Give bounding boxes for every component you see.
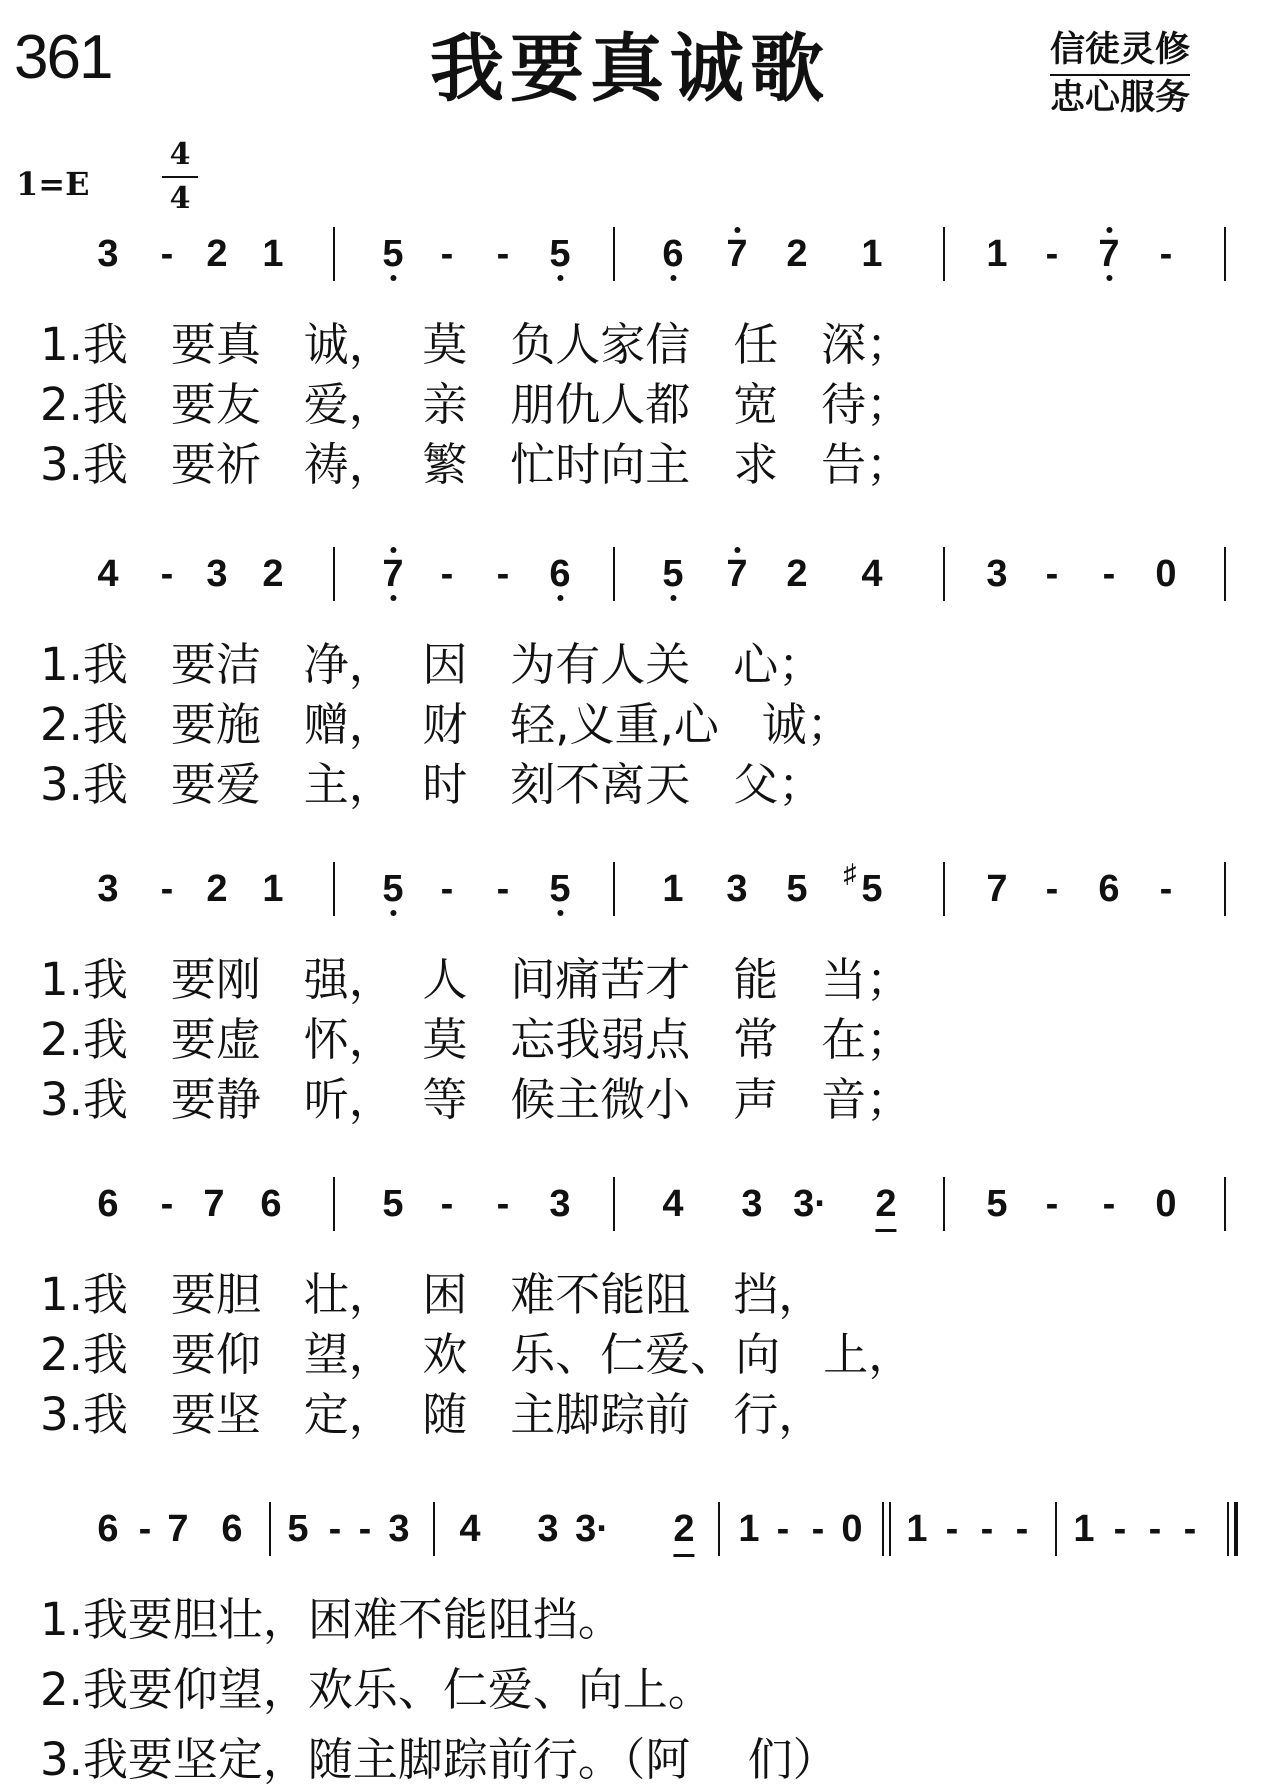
note-value: 7 <box>986 868 1008 910</box>
note <box>537 1508 558 1551</box>
eighth-underline <box>875 1229 896 1232</box>
note-value: - <box>496 553 510 595</box>
note <box>206 868 227 911</box>
bar-line <box>943 862 945 916</box>
lyric-line-verse-1: 1.我 要刚 强， 人 间痛苦才 能 当； <box>40 953 912 1006</box>
note-value: 3 <box>97 868 119 910</box>
note <box>549 553 570 596</box>
bar-line <box>882 1502 884 1556</box>
key-signature: 1=E <box>16 165 90 203</box>
note-dash <box>1046 868 1059 911</box>
lyric-line-verse-3: 3.我 要祈 祷， 繁 忙时向主 求 告； <box>40 438 912 491</box>
octave-dot-below <box>390 595 396 601</box>
note <box>549 868 570 911</box>
note-value: 3 <box>986 553 1008 595</box>
bar-line <box>943 547 945 601</box>
lyric-line-verse-3: 3.我 要静 听， 等 候主微小 声 音； <box>40 1073 912 1126</box>
note <box>221 1508 242 1551</box>
note-dash <box>441 233 454 276</box>
note-value: - <box>1045 1183 1059 1225</box>
bar-line <box>613 227 615 281</box>
note-value: 2 <box>875 1183 897 1225</box>
note <box>1098 868 1119 911</box>
note-value: 5 <box>382 868 404 910</box>
note <box>662 868 683 911</box>
note-dash <box>1103 553 1116 596</box>
note-dash <box>359 1508 372 1551</box>
note-value: 7 <box>382 553 404 595</box>
note-value: 7 <box>203 1183 225 1225</box>
bar-line <box>943 227 945 281</box>
note <box>97 868 118 911</box>
note-value: 3 <box>97 233 119 275</box>
note-dash <box>1184 1508 1197 1551</box>
note-dash <box>497 553 510 596</box>
note <box>575 1508 609 1551</box>
note-value: - <box>1102 1183 1116 1225</box>
note <box>986 868 1007 911</box>
note-dash <box>497 233 510 276</box>
note-value: - <box>440 553 454 595</box>
note-value: - <box>440 233 454 275</box>
note-value: - <box>440 868 454 910</box>
note <box>793 1183 827 1226</box>
credit-line-2: 忠心服务 <box>1050 78 1191 118</box>
note <box>549 1183 570 1226</box>
octave-dot-below <box>557 595 563 601</box>
note-dash <box>812 1508 825 1551</box>
time-signature-top: 4 <box>162 134 198 178</box>
note-value: 6 <box>97 1508 119 1550</box>
bar-line <box>433 1502 435 1556</box>
octave-dot-below <box>557 275 563 281</box>
note-value: - <box>1045 553 1059 595</box>
bar-line <box>333 547 335 601</box>
note <box>786 868 807 911</box>
note-value: 6 <box>662 233 684 275</box>
note <box>726 868 747 911</box>
note-value: 2 <box>206 868 228 910</box>
hymn-title: 我要真诚歌 <box>430 26 830 112</box>
note-dash <box>161 868 174 911</box>
note-value: 3 <box>726 868 748 910</box>
note-value: - <box>1045 233 1059 275</box>
note <box>786 553 807 596</box>
octave-dot-above <box>1106 227 1112 233</box>
note-dash <box>161 1183 174 1226</box>
note <box>287 1508 308 1551</box>
note-value: 5 <box>549 233 571 275</box>
note-value: - <box>328 1508 342 1550</box>
note <box>1098 233 1119 276</box>
lyric-line-verse-2: 2.我 要友 爱， 亲 朋仇人都 宽 待； <box>40 378 912 431</box>
note-dash <box>1149 1508 1162 1551</box>
note-value: 7 <box>1098 233 1120 275</box>
note-value: 5 <box>287 1508 309 1550</box>
note-value: - <box>496 1183 510 1225</box>
note-value: 6 <box>1098 868 1120 910</box>
note-value: 5 <box>861 868 883 910</box>
note-dash <box>946 1508 959 1551</box>
note <box>662 1183 683 1226</box>
note <box>382 553 403 596</box>
note <box>1155 553 1176 596</box>
note <box>843 858 883 911</box>
bar-line <box>333 862 335 916</box>
sharp-sign: ♯ <box>843 858 857 888</box>
note-value: - <box>776 1508 790 1550</box>
note <box>262 553 283 596</box>
credits <box>1050 28 1190 120</box>
double-bar-line <box>1234 1502 1238 1556</box>
octave-dot-below <box>670 275 676 281</box>
note-dash <box>139 1508 152 1551</box>
note <box>260 1183 281 1226</box>
note-value: - <box>138 1508 152 1550</box>
note <box>662 553 683 596</box>
note <box>97 1508 118 1551</box>
note-dash <box>1114 1508 1127 1551</box>
octave-dot-below <box>1106 275 1112 281</box>
note-value: 2 <box>206 233 228 275</box>
note-value: 4 <box>97 553 119 595</box>
note <box>786 233 807 276</box>
note-value: 3 <box>741 1183 763 1225</box>
octave-dot-below <box>390 275 396 281</box>
note-value: 1 <box>662 868 684 910</box>
bar-line <box>718 1502 720 1556</box>
note <box>673 1508 694 1551</box>
note-value: 5 <box>382 1183 404 1225</box>
note-dash <box>441 868 454 911</box>
bar-line <box>613 547 615 601</box>
note <box>986 1183 1007 1226</box>
note-value: 2 <box>673 1508 695 1550</box>
note-value: 3 <box>206 553 228 595</box>
octave-dot-below <box>390 910 396 916</box>
note-value: 5 <box>549 868 571 910</box>
hymn-number: 361 <box>14 23 112 92</box>
time-signature-bottom: 4 <box>169 181 191 216</box>
lyric-line-verse-3: 3.我 要坚 定， 随 主脚踪前 行， <box>40 1388 824 1441</box>
note-value: - <box>440 1183 454 1225</box>
note-value: 4 <box>459 1508 481 1550</box>
note <box>206 553 227 596</box>
note-value: 3· <box>575 1508 609 1550</box>
lyric-line-verse-2: 2.我要仰望，欢乐、仁爱、向上。 <box>40 1663 713 1716</box>
bar-line <box>943 1177 945 1231</box>
note-value: 1 <box>1073 1508 1095 1550</box>
note-value: 6 <box>221 1508 243 1550</box>
octave-dot-above <box>734 227 740 233</box>
note-value: 0 <box>841 1508 863 1550</box>
note <box>1073 1508 1094 1551</box>
note-value: 3 <box>537 1508 559 1550</box>
note <box>206 233 227 276</box>
lyric-line-verse-2: 2.我 要仰 望， 欢 乐、仁爱、向 上， <box>40 1328 914 1381</box>
lyric-line-verse-1: 1.我 要胆 壮， 困 难不能阻 挡， <box>40 1268 824 1321</box>
note-value: 0 <box>1155 1183 1177 1225</box>
note-value: - <box>1183 1508 1197 1550</box>
note <box>1155 1183 1176 1226</box>
note-dash <box>441 1183 454 1226</box>
note-value: - <box>1148 1508 1162 1550</box>
note-dash <box>1046 1183 1059 1226</box>
note-value: - <box>496 233 510 275</box>
note-dash <box>441 553 454 596</box>
note-value: 1 <box>262 233 284 275</box>
note <box>97 233 118 276</box>
note-value: 4 <box>662 1183 684 1225</box>
note-dash <box>1046 233 1059 276</box>
bar-line <box>1224 862 1226 916</box>
note-value: 7 <box>726 553 748 595</box>
note-value: 5 <box>382 233 404 275</box>
note-value: 6 <box>97 1183 119 1225</box>
note-value: 1 <box>986 233 1008 275</box>
bar-line <box>1227 1502 1229 1556</box>
note-value: - <box>1102 553 1116 595</box>
note <box>726 553 747 596</box>
note-value: 2 <box>786 233 808 275</box>
octave-dot-above <box>390 547 396 553</box>
note-value: - <box>980 1508 994 1550</box>
eighth-underline <box>673 1554 694 1557</box>
note-value: 6 <box>260 1183 282 1225</box>
octave-dot-above <box>734 547 740 553</box>
note <box>382 233 403 276</box>
note-value: - <box>496 868 510 910</box>
note-dash <box>1160 868 1173 911</box>
note-value: 1 <box>738 1508 760 1550</box>
note-dash <box>1103 1183 1116 1226</box>
note-value: 7 <box>726 233 748 275</box>
note-dash <box>981 1508 994 1551</box>
note <box>875 1183 896 1226</box>
note-value: 1 <box>861 233 883 275</box>
bar-line <box>1224 547 1226 601</box>
note <box>906 1508 927 1551</box>
bar-line <box>613 1177 615 1231</box>
note-value: - <box>1015 1508 1029 1550</box>
lyric-line-verse-3: 3.我要坚定，随主脚踪前行。（阿 们） <box>40 1733 838 1786</box>
note-value: - <box>1159 868 1173 910</box>
credit-line-1: 信徒灵修 <box>1050 28 1190 76</box>
lyric-line-verse-1: 1.我 要真 诚， 莫 负人家信 任 深； <box>40 318 912 371</box>
note-value: 4 <box>861 553 883 595</box>
bar-line <box>333 1177 335 1231</box>
bar-line <box>269 1502 271 1556</box>
note <box>203 1183 224 1226</box>
note-value: - <box>358 1508 372 1550</box>
note-dash <box>161 553 174 596</box>
note <box>167 1508 188 1551</box>
note-value: 6 <box>549 553 571 595</box>
lyric-line-verse-2: 2.我 要虚 怀， 莫 忘我弱点 常 在； <box>40 1013 912 1066</box>
note-dash <box>1046 553 1059 596</box>
note-dash <box>1016 1508 1029 1551</box>
note-value: 5 <box>662 553 684 595</box>
note-value: 2 <box>262 553 284 595</box>
bar-line <box>1055 1502 1057 1556</box>
note-value: 0 <box>1155 553 1177 595</box>
note-value: - <box>1159 233 1173 275</box>
note <box>382 868 403 911</box>
note <box>262 868 283 911</box>
double-bar-line <box>889 1502 891 1556</box>
note-value: 2 <box>786 553 808 595</box>
note-value: 3· <box>793 1183 827 1225</box>
note-value: - <box>160 233 174 275</box>
note <box>986 233 1007 276</box>
note <box>388 1508 409 1551</box>
bar-line <box>613 862 615 916</box>
lyric-line-verse-1: 1.我 要洁 净， 因 为有人关 心； <box>40 638 824 691</box>
note-value: 3 <box>549 1183 571 1225</box>
note-value: - <box>811 1508 825 1550</box>
lyric-line-verse-2: 2.我 要施 赠， 财 轻,义重,心 诚； <box>40 698 852 751</box>
time-signature <box>162 134 198 220</box>
octave-dot-below <box>557 910 563 916</box>
note-value: 3 <box>388 1508 410 1550</box>
note-value: - <box>160 868 174 910</box>
note <box>382 1183 403 1226</box>
note-value: 1 <box>906 1508 928 1550</box>
note-value: 7 <box>167 1508 189 1550</box>
note-dash <box>777 1508 790 1551</box>
note <box>738 1508 759 1551</box>
lyric-line-verse-3: 3.我 要爱 主， 时 刻不离天 父； <box>40 758 824 811</box>
note-value: - <box>160 1183 174 1225</box>
note <box>549 233 570 276</box>
note-value: 5 <box>786 868 808 910</box>
note-dash <box>329 1508 342 1551</box>
note <box>986 553 1007 596</box>
note-value: - <box>945 1508 959 1550</box>
note <box>861 233 882 276</box>
note-dash <box>497 1183 510 1226</box>
note-value: - <box>1113 1508 1127 1550</box>
note-value: - <box>1045 868 1059 910</box>
note-dash <box>1160 233 1173 276</box>
note <box>861 553 882 596</box>
note-value: 5 <box>986 1183 1008 1225</box>
bar-line <box>333 227 335 281</box>
note-value: - <box>160 553 174 595</box>
bar-line <box>1224 1177 1226 1231</box>
note <box>662 233 683 276</box>
note-value: 1 <box>262 868 284 910</box>
note <box>726 233 747 276</box>
note <box>459 1508 480 1551</box>
bar-line <box>1224 227 1226 281</box>
note <box>741 1183 762 1226</box>
note <box>262 233 283 276</box>
note <box>841 1508 862 1551</box>
note-dash <box>161 233 174 276</box>
lyric-line-verse-1: 1.我要胆壮，困难不能阻挡。 <box>40 1593 623 1646</box>
note-dash <box>497 868 510 911</box>
note <box>97 1183 118 1226</box>
octave-dot-below <box>670 595 676 601</box>
note <box>97 553 118 596</box>
